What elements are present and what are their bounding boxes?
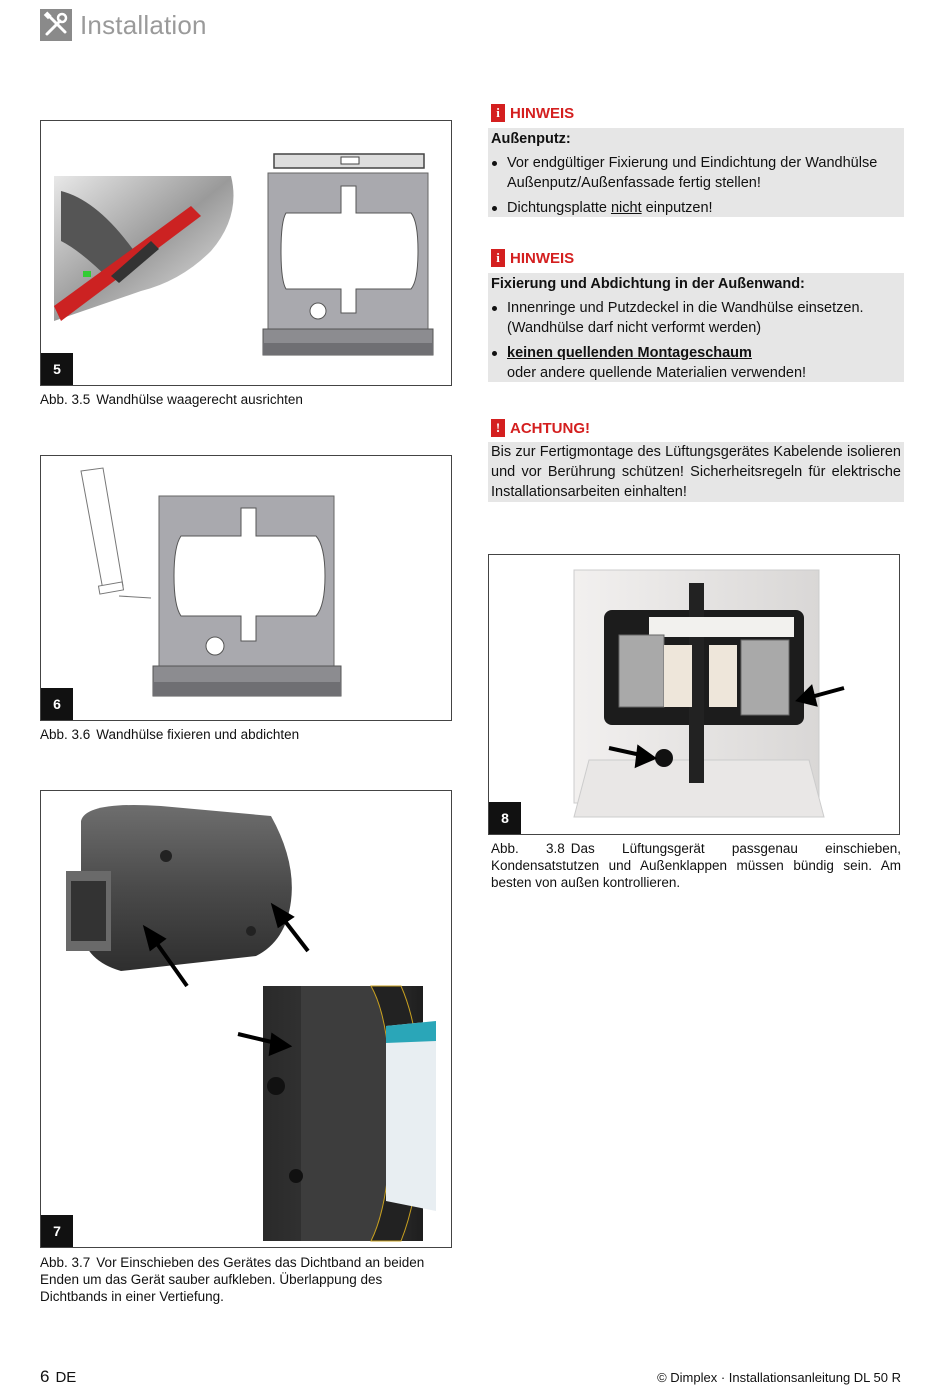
notice-2-heading-text: HINWEIS xyxy=(510,249,575,267)
notice-2-heading xyxy=(491,248,574,268)
notice-3-heading xyxy=(491,418,590,438)
figure-7-number: 7 xyxy=(41,1215,73,1247)
figure-6-caption xyxy=(40,726,450,743)
notice-1-item-emphasis: nicht xyxy=(610,200,642,216)
page-title: Installation xyxy=(80,10,207,40)
figure-8-label: Abb. 3.8 xyxy=(491,841,565,856)
figure-5-image xyxy=(40,120,452,386)
notice-1-item-text: Vor endgültiger Fixierung und Eindichtung der Wandhülse Außenputz/Außenfassade fertig stellen! xyxy=(507,155,878,191)
notice-1-heading xyxy=(491,103,574,123)
notice-1-box xyxy=(488,128,904,217)
figure-6-image xyxy=(40,455,452,721)
figure-7-label: Abb. 3.7 xyxy=(40,1255,91,1270)
figure-6-number: 6 xyxy=(41,688,73,720)
notice-1-item xyxy=(488,153,904,193)
notice-1-item-text: einputzen! xyxy=(641,200,713,216)
notice-1-title: Außenputz: xyxy=(491,131,571,147)
figure-5-label: Abb. 3.5 xyxy=(40,392,91,407)
info-icon: i xyxy=(491,249,505,267)
notice-1-heading-text: HINWEIS xyxy=(510,104,575,122)
figure-8-caption xyxy=(491,840,901,891)
notice-2-title: Fixierung und Abdichtung in der Außenwand: xyxy=(491,276,805,292)
tools-icon xyxy=(40,9,72,41)
language-code: DE xyxy=(55,1369,77,1386)
figure-7-caption xyxy=(40,1254,452,1305)
figure-7-caption-text: Vor Einschieben des Gerätes das Dichtband an beiden Enden um das Gerät sauber aufkleben. Überlappung des Dichtbands in einer Vertiefung. xyxy=(40,1255,425,1304)
notice-2-box xyxy=(488,273,904,382)
footer-copyright: © Dimplex · Installationsanleitung DL 50 R xyxy=(657,1370,901,1385)
notice-2-item xyxy=(488,343,904,383)
figure-8-caption-text: Das Lüftungsgerät passgenau einschieben, Kondensatstutzen und Außenklappen müssen bündig sein. Am besten von außen kontrollieren. xyxy=(491,841,901,890)
page-number xyxy=(40,1367,76,1387)
warning-icon: ! xyxy=(491,419,505,437)
info-icon: i xyxy=(491,104,505,122)
figure-8-number: 8 xyxy=(489,802,521,834)
notice-3-heading-text: ACHTUNG! xyxy=(510,419,590,437)
figure-5-caption xyxy=(40,391,450,408)
figure-8-image xyxy=(488,554,900,835)
notice-2-item-text: oder andere quellende Materialien verwenden! xyxy=(507,365,807,381)
figure-7-image xyxy=(40,790,452,1248)
notice-3-box xyxy=(488,442,904,502)
notice-3-body: Bis zur Fertigmontage des Lüftungsgerätes Kabelende isolieren und vor Berührung schützen! Sicherheitsregeln für elektrische Installationsarbeiten einhalten! xyxy=(491,444,901,500)
figure-6-label: Abb. 3.6 xyxy=(40,727,91,742)
notice-2-item-text: Innenringe und Putzdeckel in die Wandhülse einsetzen. (Wandhülse darf nicht verformt werden) xyxy=(507,300,864,336)
notice-2-item-emphasis: keinen quellenden Montageschaum xyxy=(507,345,752,361)
notice-1-item xyxy=(488,198,904,218)
figure-5-number: 5 xyxy=(41,353,73,385)
page-number-value: 6 xyxy=(40,1367,50,1386)
notice-1-item-text: Dichtungsplatte xyxy=(507,200,611,216)
figure-6-caption-text: Wandhülse fixieren und abdichten xyxy=(96,727,300,742)
figure-5-caption-text: Wandhülse waagerecht ausrichten xyxy=(96,392,303,407)
notice-2-item xyxy=(488,298,904,338)
